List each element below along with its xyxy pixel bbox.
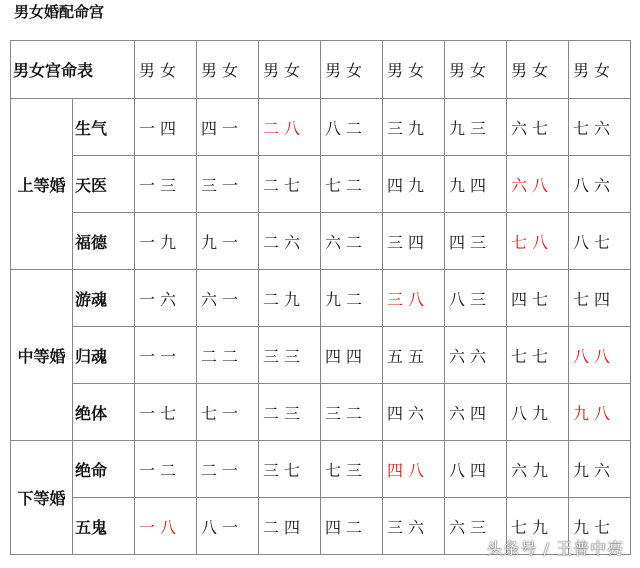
pair-cell-highlighted: 八八 xyxy=(569,327,631,384)
pair-cell: 三九 xyxy=(383,99,445,156)
table-row xyxy=(11,156,631,213)
pair-cell: 九二 xyxy=(321,270,383,327)
palace-label: 绝命 xyxy=(73,441,135,498)
pair-cell: 二九 xyxy=(259,270,321,327)
pair-cell: 六一 xyxy=(197,270,259,327)
pair-cell: 一三 xyxy=(135,156,197,213)
pair-cell: 五五 xyxy=(383,327,445,384)
pair-cell: 九六 xyxy=(569,441,631,498)
pair-cell: 八一 xyxy=(197,498,259,555)
pair-cell: 六四 xyxy=(445,384,507,441)
pair-cell: 七二 xyxy=(321,156,383,213)
pair-cell: 九三 xyxy=(445,99,507,156)
column-header: 男女 xyxy=(197,41,259,99)
column-header: 男女 xyxy=(445,41,507,99)
pair-cell: 一七 xyxy=(135,384,197,441)
column-header: 男女 xyxy=(507,41,569,99)
table-row xyxy=(11,99,631,156)
palace-label: 福德 xyxy=(73,213,135,270)
pair-cell: 四四 xyxy=(321,327,383,384)
pair-cell: 九一 xyxy=(197,213,259,270)
pair-cell: 三三 xyxy=(259,327,321,384)
column-header: 男女 xyxy=(135,41,197,99)
palace-label: 归魂 xyxy=(73,327,135,384)
pair-cell-highlighted: 一八 xyxy=(135,498,197,555)
pair-cell: 四六 xyxy=(383,384,445,441)
pair-cell: 二一 xyxy=(197,441,259,498)
pair-cell: 八二 xyxy=(321,99,383,156)
page-title: 男女婚配命宫 xyxy=(14,3,105,21)
palace-label: 游魂 xyxy=(73,270,135,327)
pair-cell: 二三 xyxy=(259,384,321,441)
pair-cell: 九七 xyxy=(569,498,631,555)
pair-cell: 七三 xyxy=(321,441,383,498)
header-row xyxy=(11,41,631,99)
column-header: 男女 xyxy=(383,41,445,99)
pair-cell: 二四 xyxy=(259,498,321,555)
pair-cell: 四一 xyxy=(197,99,259,156)
pair-cell: 四七 xyxy=(507,270,569,327)
watermark: 头条号 / 王普中亮 xyxy=(486,539,624,558)
pair-cell-highlighted: 七八 xyxy=(507,213,569,270)
pair-cell: 一二 xyxy=(135,441,197,498)
grade-label: 上等婚 xyxy=(11,99,73,270)
palace-label: 天医 xyxy=(73,156,135,213)
pair-cell: 六七 xyxy=(507,99,569,156)
palace-label: 五鬼 xyxy=(73,498,135,555)
pair-cell: 四二 xyxy=(321,498,383,555)
column-header: 男女 xyxy=(259,41,321,99)
pair-cell: 二六 xyxy=(259,213,321,270)
pair-cell: 七一 xyxy=(197,384,259,441)
pair-cell: 六二 xyxy=(321,213,383,270)
marriage-palace-table xyxy=(10,40,631,555)
pair-cell: 三四 xyxy=(383,213,445,270)
pair-cell: 七七 xyxy=(507,327,569,384)
pair-cell: 四三 xyxy=(445,213,507,270)
column-header: 男女 xyxy=(321,41,383,99)
pair-cell: 六六 xyxy=(445,327,507,384)
grade-label: 中等婚 xyxy=(11,270,73,441)
header-label: 男女宫命表 xyxy=(11,41,135,99)
pair-cell: 七四 xyxy=(569,270,631,327)
pair-cell: 四九 xyxy=(383,156,445,213)
pair-cell: 一六 xyxy=(135,270,197,327)
pair-cell: 三七 xyxy=(259,441,321,498)
pair-cell: 七九 xyxy=(507,498,569,555)
pair-cell: 八六 xyxy=(569,156,631,213)
palace-label: 绝体 xyxy=(73,384,135,441)
pair-cell-highlighted: 六八 xyxy=(507,156,569,213)
table-row xyxy=(11,384,631,441)
pair-cell: 三六 xyxy=(383,498,445,555)
table-row xyxy=(11,213,631,270)
pair-cell-highlighted: 四八 xyxy=(383,441,445,498)
pair-cell-highlighted: 二八 xyxy=(259,99,321,156)
table-row xyxy=(11,327,631,384)
pair-cell-highlighted: 九八 xyxy=(569,384,631,441)
column-header: 男女 xyxy=(569,41,631,99)
pair-cell: 六三 xyxy=(445,498,507,555)
pair-cell: 八七 xyxy=(569,213,631,270)
table-row xyxy=(11,441,631,498)
pair-cell: 六九 xyxy=(507,441,569,498)
pair-cell: 八三 xyxy=(445,270,507,327)
pair-cell: 三一 xyxy=(197,156,259,213)
palace-label: 生气 xyxy=(73,99,135,156)
pair-cell: 三二 xyxy=(321,384,383,441)
table-row xyxy=(11,270,631,327)
pair-cell: 二七 xyxy=(259,156,321,213)
pair-cell: 七六 xyxy=(569,99,631,156)
pair-cell: 二二 xyxy=(197,327,259,384)
pair-cell: 八四 xyxy=(445,441,507,498)
pair-cell-highlighted: 三八 xyxy=(383,270,445,327)
grade-label: 下等婚 xyxy=(11,441,73,555)
pair-cell: 一九 xyxy=(135,213,197,270)
pair-cell: 八九 xyxy=(507,384,569,441)
pair-cell: 一四 xyxy=(135,99,197,156)
pair-cell: 九四 xyxy=(445,156,507,213)
pair-cell: 一一 xyxy=(135,327,197,384)
